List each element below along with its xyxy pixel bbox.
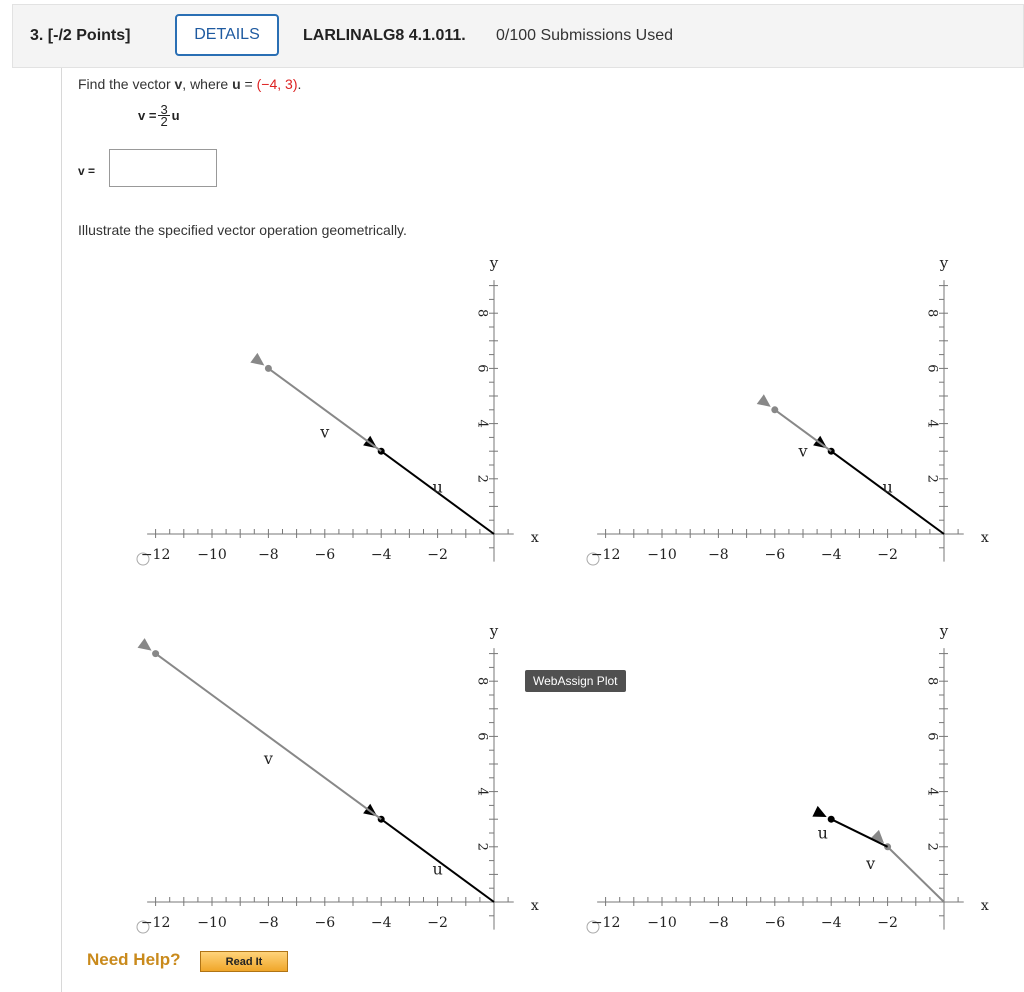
x-tick-label: −2 bbox=[427, 915, 448, 931]
vector-v-label: v bbox=[263, 749, 273, 768]
fraction: $\frac{3}{2}$ bbox=[160, 102, 168, 129]
vector-u-arrowhead bbox=[812, 806, 826, 817]
question-id: LARLINALG8 4.1.011. bbox=[303, 27, 466, 44]
x-axis-label: x bbox=[530, 530, 539, 546]
y-tick-label: 2 bbox=[474, 474, 490, 483]
x-tick-label: −6 bbox=[314, 915, 336, 931]
x-tick-label: −12 bbox=[140, 915, 171, 931]
x-tick-label: −2 bbox=[877, 915, 898, 931]
y-tick-label: 4 bbox=[924, 419, 940, 428]
vector-v-arrowhead bbox=[250, 353, 264, 366]
y-axis-label: y bbox=[489, 254, 499, 273]
vector-v-arrowhead bbox=[138, 638, 152, 651]
vector-v-label: v bbox=[320, 422, 330, 442]
plot-option-c bbox=[137, 622, 539, 933]
vector-v-label: v bbox=[866, 853, 876, 873]
x-tick-label: −12 bbox=[140, 547, 171, 563]
vector-v-endpoint bbox=[152, 650, 159, 657]
y-tick-label: 8 bbox=[474, 677, 490, 686]
vector-v-line bbox=[156, 654, 382, 820]
y-tick-label: 4 bbox=[474, 419, 490, 428]
x-tick-label: −8 bbox=[258, 547, 279, 563]
y-tick-label: 6 bbox=[474, 364, 490, 373]
y-tick-label: 8 bbox=[924, 677, 940, 686]
u-value: (−4, 3) bbox=[256, 76, 298, 92]
y-tick-label: 2 bbox=[924, 842, 940, 851]
vector-v-endpoint bbox=[771, 406, 778, 413]
vector-v-arrowhead bbox=[757, 394, 771, 407]
y-tick-label: 6 bbox=[474, 732, 490, 741]
vector-v-line bbox=[888, 847, 944, 902]
vector-v-label: v bbox=[798, 441, 808, 461]
x-axis-label: x bbox=[530, 898, 539, 914]
plot-option-a bbox=[137, 254, 539, 565]
y-tick-label: 6 bbox=[924, 364, 940, 373]
illustrate-instruction: Illustrate the specified vector operation geometrically. bbox=[78, 222, 407, 238]
vector-u-endpoint bbox=[828, 816, 835, 823]
x-axis-label: x bbox=[980, 898, 989, 914]
y-tick-label: 4 bbox=[474, 787, 490, 796]
y-tick-label: 8 bbox=[474, 309, 490, 318]
x-axis-label: x bbox=[980, 530, 989, 546]
need-help-label: Need Help? bbox=[87, 950, 181, 969]
plot-option-d bbox=[587, 622, 989, 933]
x-tick-label: −2 bbox=[427, 547, 448, 563]
x-tick-label: −10 bbox=[647, 915, 677, 931]
answer-label: v = bbox=[78, 164, 96, 178]
y-tick-label: 6 bbox=[924, 732, 940, 741]
y-tick-label: 8 bbox=[924, 309, 940, 318]
problem-prompt: Find the vector v, where u = (−4, 3). bbox=[78, 76, 302, 92]
vector-u-label: u bbox=[882, 477, 893, 497]
x-tick-label: −12 bbox=[590, 915, 621, 931]
vector-v-endpoint bbox=[265, 365, 272, 372]
y-axis-label: y bbox=[489, 622, 499, 641]
vector-u-label: u bbox=[432, 859, 443, 879]
x-tick-label: −4 bbox=[820, 547, 842, 563]
x-tick-label: −6 bbox=[764, 915, 786, 931]
x-tick-label: −10 bbox=[197, 547, 227, 563]
read-it-button[interactable]: Read It bbox=[200, 951, 288, 972]
x-tick-label: −10 bbox=[647, 547, 677, 563]
x-tick-label: −2 bbox=[877, 547, 898, 563]
x-tick-label: −4 bbox=[370, 915, 392, 931]
x-tick-label: −8 bbox=[258, 915, 279, 931]
equation: v = $\frac{3}{2}$ u bbox=[138, 102, 180, 129]
x-tick-label: −6 bbox=[314, 547, 336, 563]
y-tick-label: 4 bbox=[924, 787, 940, 796]
details-button[interactable]: DETAILS bbox=[175, 14, 279, 56]
x-tick-label: −12 bbox=[590, 547, 621, 563]
y-tick-label: 2 bbox=[474, 842, 490, 851]
vector-u-label: u bbox=[432, 477, 443, 497]
webassign-plot-tooltip: WebAssign Plot bbox=[525, 670, 626, 692]
question-points: 3. [-/2 Points] bbox=[30, 27, 131, 44]
plot-option-b bbox=[587, 254, 989, 565]
submissions-count: 0/100 Submissions Used bbox=[496, 27, 673, 44]
x-tick-label: −4 bbox=[820, 915, 842, 931]
y-axis-label: y bbox=[939, 622, 949, 641]
y-tick-label: 2 bbox=[924, 474, 940, 483]
x-tick-label: −4 bbox=[370, 547, 392, 563]
x-tick-label: −10 bbox=[197, 915, 227, 931]
x-tick-label: −8 bbox=[708, 915, 729, 931]
vector-u-label: u bbox=[817, 823, 828, 843]
y-axis-label: y bbox=[939, 254, 949, 273]
x-tick-label: −6 bbox=[764, 547, 786, 563]
x-tick-label: −8 bbox=[708, 547, 729, 563]
